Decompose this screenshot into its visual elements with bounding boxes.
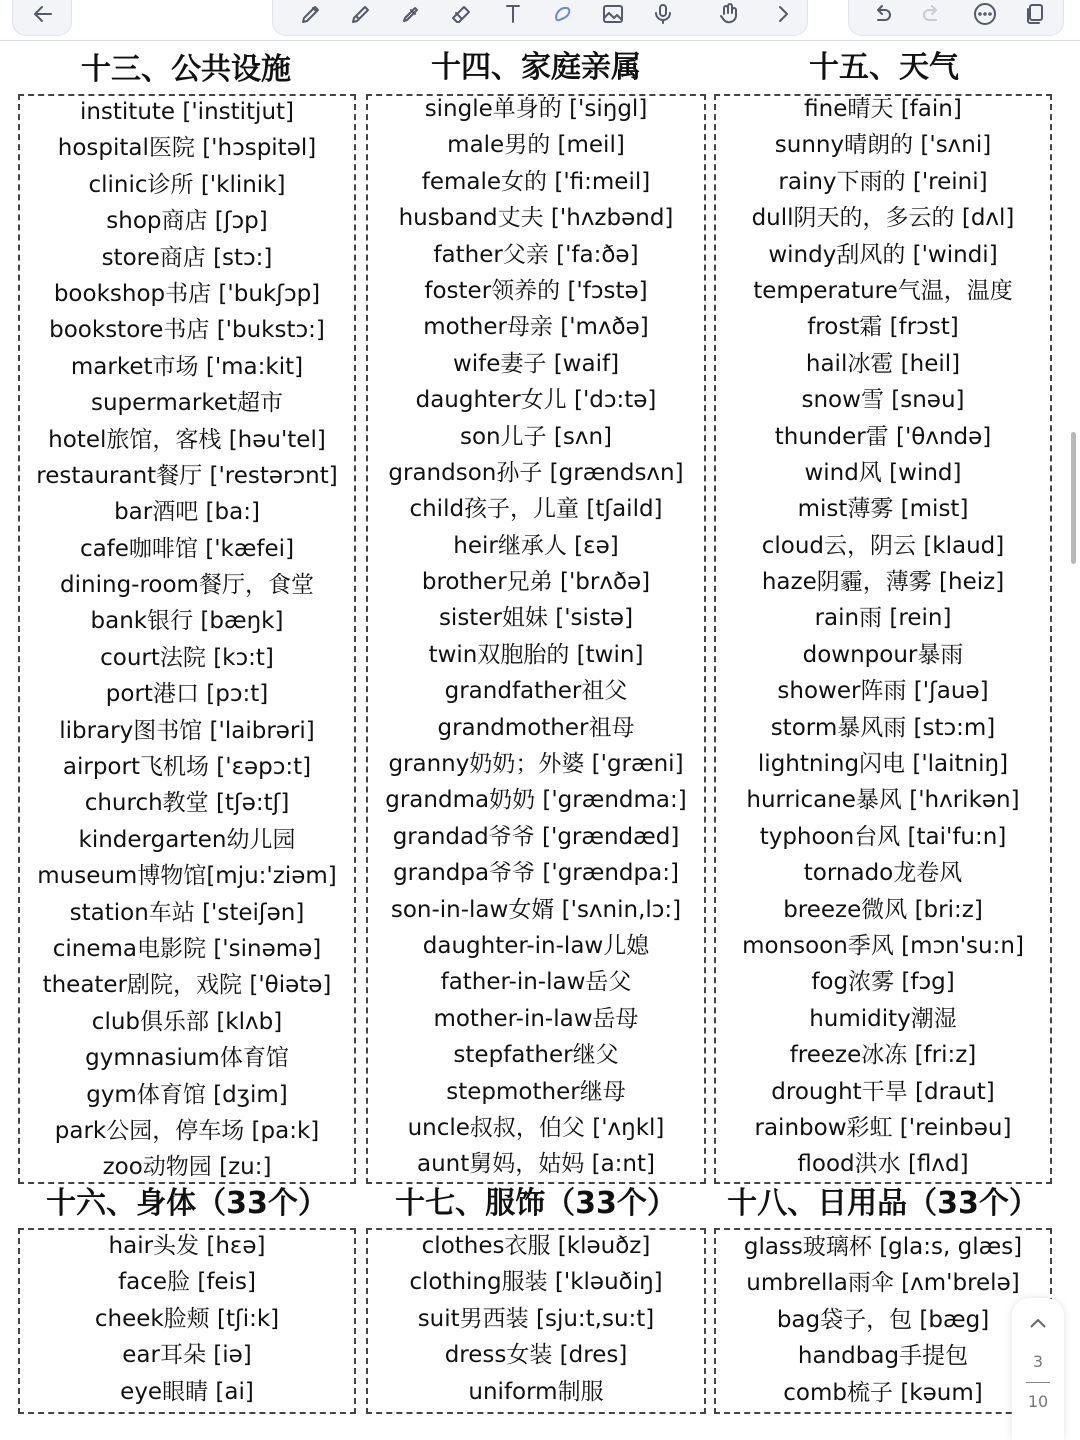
word-entry: glass玻璃杯 [gla:s, glæs]	[743, 1234, 1023, 1260]
word-entry: downpour暴雨	[802, 641, 964, 668]
word-entry: father父亲 ['fa:ðə]	[433, 241, 639, 268]
word-entry: flood洪水 [flʌd]	[797, 1151, 969, 1178]
back-group	[12, 0, 72, 36]
word-entry: cloud云，阴云 [klaud]	[761, 532, 1005, 559]
word-entry: club俱乐部 [klʌb]	[91, 1008, 283, 1035]
word-entry: bag袋子，包 [bæg]	[776, 1306, 990, 1333]
word-entry: station车站 ['steiʃən]	[69, 899, 305, 926]
word-entry: store商店 [stɔ:]	[101, 244, 273, 271]
word-entry: wind风 [wind]	[804, 459, 962, 486]
microphone-icon[interactable]	[649, 1, 677, 27]
word-entry: temperature气温，温度	[753, 277, 1013, 304]
word-entry: clothing服装 ['kləuðiŋ]	[409, 1269, 663, 1296]
word-entry: stepmother继母	[446, 1078, 626, 1105]
word-entry: hair头发 [hɛə]	[108, 1233, 266, 1259]
word-entry: shop商店 [ʃɔp]	[106, 208, 268, 235]
word-entry: uniform制服	[468, 1378, 604, 1405]
word-entry: port港口 [pɔ:t]	[105, 681, 269, 708]
word-entry: male男的 [meil]	[447, 132, 625, 159]
word-entry: bank银行 [bæŋk]	[90, 608, 284, 635]
word-entry: hail冰雹 [heil]	[805, 350, 961, 377]
word-entry: haze阴霾，薄雾 [heiz]	[761, 569, 1005, 596]
word-entry: face脸 [feis]	[118, 1269, 256, 1296]
word-entry: typhoon台风 [tai'fu:n]	[759, 823, 1007, 850]
highlighter-icon[interactable]	[347, 1, 375, 27]
word-entry: windy刮风的 ['windi]	[768, 241, 998, 268]
word-entry: museum博物馆[mju:'ziəm]	[37, 863, 337, 890]
word-entry: father-in-law岳父	[440, 969, 632, 996]
word-entry: heir继承人 [ɛə]	[453, 532, 619, 559]
word-list	[20, 1228, 354, 1410]
word-entry: fog浓雾 [fɔg]	[811, 969, 955, 996]
word-entry: single单身的 ['siŋgl]	[424, 96, 648, 122]
pages-icon[interactable]	[1021, 1, 1049, 27]
word-entry: husband丈夫 ['hʌzbənd]	[398, 205, 674, 232]
word-entry: mist薄雾 [mist]	[797, 496, 969, 523]
word-entry: freeze冰冻 [fri:z]	[789, 1042, 977, 1069]
word-entry: frost霜 [frɔst]	[807, 314, 959, 341]
word-entry: child孩子，儿童 [tʃaild]	[409, 496, 663, 523]
word-list	[368, 1228, 704, 1410]
hand-icon[interactable]	[715, 1, 743, 27]
word-entry: foster领养的 ['fɔstə]	[424, 277, 648, 304]
word-entry: son儿子 [sʌn]	[459, 423, 613, 450]
word-entry: hospital医院 ['hɔspitəl]	[57, 135, 317, 162]
undo-icon[interactable]	[867, 1, 895, 27]
word-entry: grandfather祖父	[444, 678, 628, 705]
word-entry: market市场 ['ma:kit]	[70, 353, 304, 380]
word-entry: eye眼睛 [ai]	[120, 1378, 254, 1405]
word-entry: cheek脸颊 [tʃi:k]	[94, 1305, 280, 1332]
marker-icon[interactable]	[397, 1, 425, 27]
word-entry: supermarket超市	[91, 390, 283, 417]
word-entry: gym体育馆 [dʒim]	[86, 1081, 288, 1108]
word-entry: court法院 [kɔ:t]	[100, 644, 274, 671]
word-entry: sister姐妹 ['sistə]	[438, 605, 634, 632]
section-heading-daily-goods: 十八、日用品（33个）	[727, 1186, 1039, 1221]
chevron-right-icon[interactable]	[769, 1, 797, 27]
word-entry: clothes衣服 [kləuðz]	[421, 1233, 651, 1259]
word-entry: restaurant餐厅 ['restərɔnt]	[36, 462, 338, 489]
word-entry: dull阴天的，多云的 [dʌl]	[751, 205, 1015, 232]
word-entry: grandmother祖母	[437, 714, 635, 741]
section-heading-public-facilities: 十三、公共设施	[81, 52, 291, 87]
word-entry: church教堂 [tʃə:tʃ]	[84, 790, 290, 817]
word-entry: bookshop书店 ['bukʃɔp]	[53, 280, 321, 307]
word-entry: stepfather继父	[453, 1042, 619, 1069]
word-entry: fine晴天 [fain]	[804, 96, 962, 122]
action-group	[848, 0, 1064, 36]
tool-group	[272, 0, 808, 36]
word-entry: mother-in-law岳母	[433, 1005, 639, 1032]
word-entry: humidity潮湿	[809, 1005, 957, 1032]
word-entry: sunny晴朗的 ['sʌni]	[774, 132, 992, 159]
word-entry: airport飞机场 ['ɛəpɔ:t]	[62, 754, 312, 781]
word-entry: kindergarten幼儿园	[78, 826, 296, 853]
lasso-icon[interactable]	[549, 1, 577, 27]
word-entry: drought干旱 [draut]	[771, 1078, 995, 1105]
image-icon[interactable]	[599, 1, 627, 27]
word-entry: mother母亲 ['mʌðə]	[423, 314, 649, 341]
word-entry: twin双胞胎的 [twin]	[428, 641, 644, 668]
word-entry: hotel旅馆，客栈 [həu'tel]	[48, 426, 326, 453]
word-entry: cafe咖啡馆 ['kæfei]	[79, 535, 295, 562]
word-entry: grandad爷爷 ['grændæd]	[392, 823, 680, 850]
toolbar	[0, 0, 1080, 41]
eraser-icon[interactable]	[447, 1, 475, 27]
word-box-weather	[714, 94, 1052, 1184]
word-entry: dining-room餐厅，食堂	[60, 572, 314, 599]
word-entry: hurricane暴风 ['hʌrikən]	[746, 787, 1020, 814]
word-entry: grandma奶奶 ['grændma:]	[385, 787, 687, 814]
word-box-clothing	[366, 1228, 706, 1414]
word-entry: monsoon季风 [mɔn'su:n]	[742, 932, 1024, 959]
word-entry: grandson孙子 [grændsʌn]	[388, 459, 684, 486]
word-entry: daughter-in-law儿媳	[422, 932, 650, 959]
vertical-scrollbar[interactable]	[1071, 432, 1076, 564]
word-entry: son-in-law女婿 ['sʌnin,lɔ:]	[390, 896, 682, 923]
word-list	[716, 1229, 1050, 1411]
text-icon[interactable]	[499, 1, 527, 27]
word-entry: snow雪 [snəu]	[801, 387, 965, 414]
section-heading-clothing: 十七、服饰（33个）	[395, 1186, 677, 1221]
chevron-up-icon[interactable]	[1026, 1312, 1050, 1336]
word-box-public-facilities	[18, 94, 356, 1184]
word-entry: institute ['institjut]	[79, 99, 295, 125]
word-list	[20, 94, 354, 1186]
pen-icon[interactable]	[297, 1, 325, 27]
page-indicator[interactable]	[1012, 1298, 1064, 1440]
redo-icon[interactable]	[919, 1, 947, 27]
word-entry: ear耳朵 [iə]	[122, 1342, 252, 1369]
more-icon[interactable]	[971, 1, 999, 27]
word-box-daily-goods	[714, 1228, 1052, 1414]
word-box-family	[366, 94, 706, 1184]
word-list	[368, 91, 704, 1183]
word-entry: brother兄弟 ['brʌðə]	[421, 569, 651, 596]
word-box-body	[18, 1228, 356, 1414]
word-entry: bookstore书店 ['bukstɔ:]	[49, 317, 325, 344]
section-heading-family: 十四、家庭亲属	[431, 50, 641, 85]
word-entry: park公园，停车场 [pa:k]	[54, 1117, 320, 1144]
word-entry: rain雨 [rein]	[814, 605, 952, 632]
total-pages: 10	[1027, 1392, 1049, 1411]
word-entry: clinic诊所 ['klinik]	[88, 171, 286, 198]
word-entry: gymnasium体育馆	[85, 1045, 289, 1072]
word-entry: uncle叔叔，伯父 ['ʌŋkl]	[407, 1114, 665, 1141]
word-entry: rainy下雨的 ['reini]	[778, 168, 988, 195]
word-entry: rainbow彩虹 ['reinbəu]	[754, 1114, 1012, 1141]
page-divider	[1026, 1382, 1050, 1383]
word-entry: dress女装 [dres]	[444, 1342, 628, 1369]
word-entry: zoo动物园 [zu:]	[102, 1154, 272, 1181]
word-entry: library图书馆 ['laibrəri]	[59, 717, 315, 744]
word-entry: female女的 ['fi:meil]	[421, 168, 651, 195]
word-entry: cinema电影院 ['sinəmə]	[52, 935, 322, 962]
word-entry: grandpa爷爷 ['grændpa:]	[393, 860, 679, 887]
word-entry: suit男西装 [sju:t,su:t]	[417, 1305, 655, 1332]
word-entry: aunt舅妈，姑妈 [a:nt]	[417, 1151, 655, 1178]
word-entry: storm暴风雨 [stɔ:m]	[770, 714, 996, 741]
back-arrow-icon[interactable]	[29, 1, 57, 27]
word-entry: umbrella雨伞 [ʌm'brelə]	[746, 1270, 1020, 1297]
word-entry: tornado龙卷风	[803, 860, 963, 887]
word-entry: wife妻子 [waif]	[452, 350, 620, 377]
current-page: 3	[1032, 1352, 1044, 1371]
word-entry: shower阵雨 ['ʃauə]	[777, 678, 989, 705]
word-entry: bar酒吧 [ba:]	[114, 499, 260, 526]
word-entry: breeze微风 [bri:z]	[783, 896, 983, 923]
word-list	[716, 91, 1050, 1183]
word-entry: comb梳子 [kəum]	[783, 1379, 983, 1406]
word-entry: daughter女儿 ['dɔ:tə]	[415, 387, 657, 414]
section-heading-body: 十六、身体（33个）	[46, 1186, 328, 1221]
section-heading-weather: 十五、天气	[809, 50, 959, 85]
word-entry: lightning闪电 ['laitniŋ]	[757, 751, 1009, 778]
word-entry: thunder雷 ['θʌndə]	[774, 423, 992, 450]
word-entry: granny奶奶；外婆 ['græni]	[388, 751, 684, 778]
word-entry: handbag手提包	[797, 1343, 969, 1370]
word-entry: theater剧院，戏院 ['θiətə]	[42, 972, 332, 999]
